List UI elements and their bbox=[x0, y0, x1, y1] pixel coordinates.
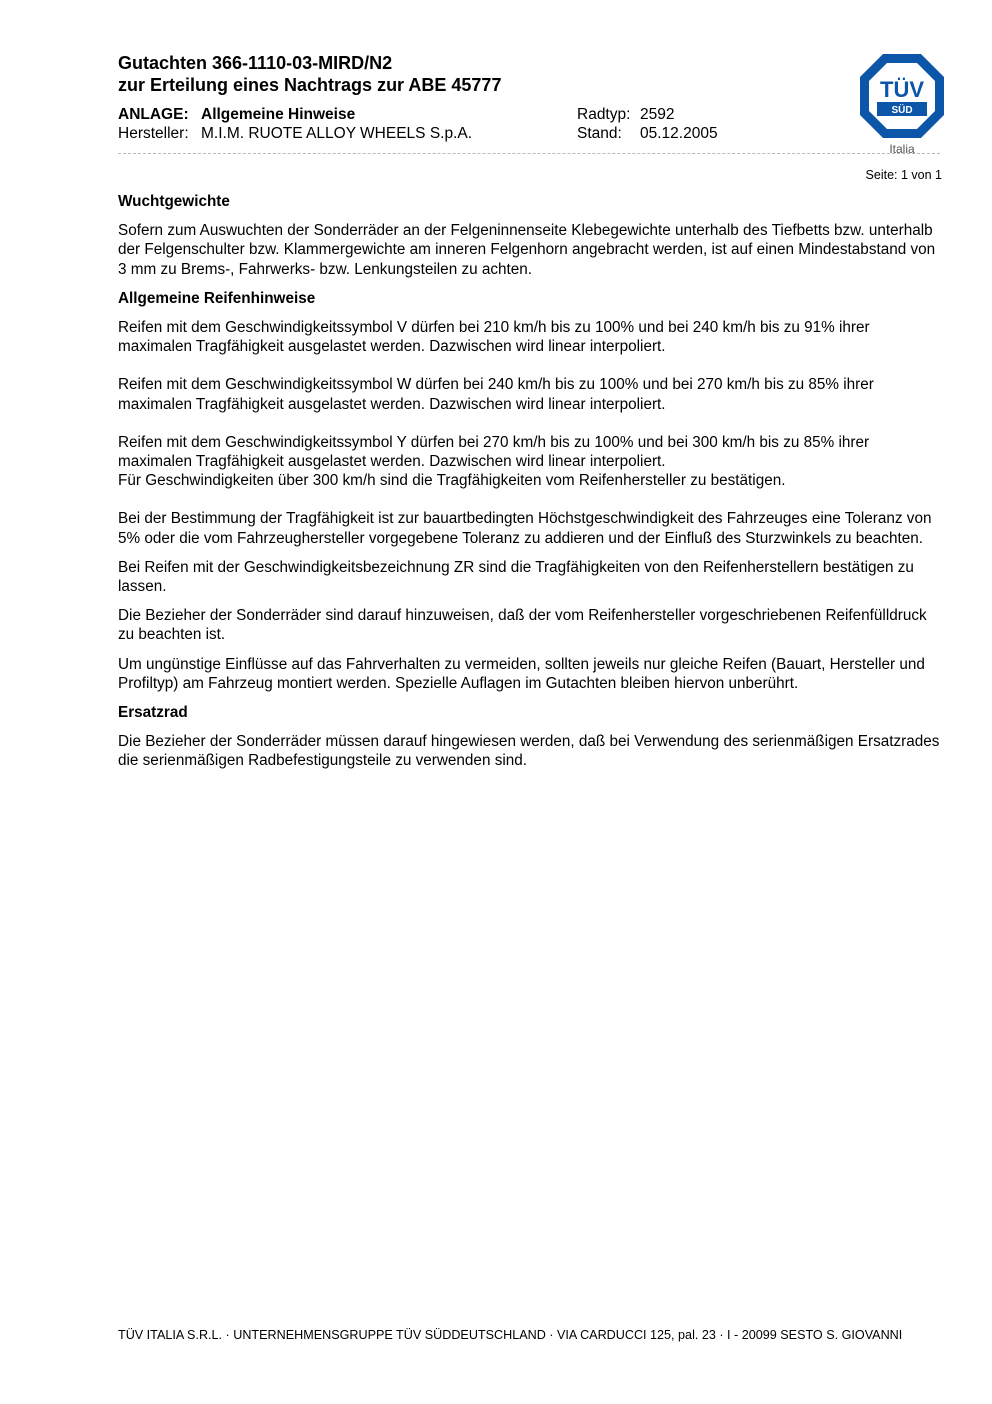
heading-reifenhinweise: Allgemeine Reifenhinweise bbox=[118, 289, 316, 307]
paragraph-tragfaehigkeit: Bei der Bestimmung der Tragfähigkeit ist zur bauartbedingten Höchstgeschwindigkeit des Fahrzeuges eine Toleranz von 5% oder die vom Fahrzeughersteller vorgegebene Toleranz zu addieren und der Einfluß des Sturzwinkels zu beachten. bbox=[118, 510, 932, 547]
stand-row bbox=[577, 124, 718, 143]
anlage-label: ANLAGE: bbox=[118, 106, 189, 123]
page-footer: TÜV ITALIA S.R.L. · UNTERNEHMENSGRUPPE TÜV SÜDDEUTSCHLAND · VIA CARDUCCI 125, pal. 23 · I - 20099 SESTO S. GIOVANNI bbox=[118, 1328, 903, 1342]
heading-wuchtgewichte: Wuchtgewichte bbox=[118, 193, 230, 210]
heading-ersatzrad: Ersatzrad bbox=[118, 704, 188, 722]
paragraph-reifen-v: Reifen mit dem Geschwindigkeitssymbol V dürfen bei 210 km/h bis zu 100% und bei 240 km/h bis zu 91% ihrer maximalen Tragfähigkeit ausgelastet werden. Dazwischen wird linear interpoliert. bbox=[118, 319, 870, 356]
stand-label: Stand: bbox=[577, 125, 622, 142]
logo-caption: Italia bbox=[889, 142, 915, 156]
radtyp-value: 2592 bbox=[640, 106, 675, 123]
tuv-sud-logo bbox=[858, 52, 946, 156]
logo-text-sud: SÜD bbox=[891, 105, 913, 116]
hersteller-label: Hersteller: bbox=[118, 125, 189, 142]
radtyp-label: Radtyp: bbox=[577, 106, 631, 123]
anlage-value: Allgemeine Hinweise bbox=[201, 106, 356, 123]
hersteller-row bbox=[118, 124, 473, 143]
paragraph-reifen-y: Reifen mit dem Geschwindigkeitssymbol Y dürfen bei 270 km/h bis zu 100% und bei 300 km/h bis zu 85% ihrer maximalen Tragfähigkeit ausgelastet werden. Dazwischen wird linear interpoliert. bbox=[118, 433, 870, 471]
paragraph-zr: Bei Reifen mit der Geschwindigkeitsbezeichnung ZR sind die Tragfähigkeiten von den Reifenherstellern bestätigen zu lassen. bbox=[118, 558, 914, 596]
paragraph-gleiche-reifen: Um ungünstige Einflüsse auf das Fahrverhalten zu vermeiden, sollten jeweils nur gleiche Reifen (Bauart, Hersteller und Profiltyp) am Fahrzeug montiert werden. Spezielle Auflagen im Gutachten bleiben hiervon unberührt. bbox=[118, 655, 925, 692]
hersteller-value: M.I.M. RUOTE ALLOY WHEELS S.p.A. bbox=[201, 125, 473, 142]
stand-value: 05.12.2005 bbox=[640, 125, 718, 142]
paragraph-ersatzrad: Die Bezieher der Sonderräder müssen darauf hingewiesen werden, daß bei Verwendung des serienmäßigen Ersatzrades die serienmäßigen Radbefestigungsteile zu verwenden sind. bbox=[118, 733, 940, 770]
logo-text-tuv: TÜV bbox=[880, 77, 924, 102]
document-title bbox=[118, 52, 501, 96]
anlage-row bbox=[118, 105, 356, 124]
paragraph-fuelldruck: Die Bezieher der Sonderräder sind darauf hinzuweisen, daß der vom Reifenhersteller vorgeschriebenen Reifenfülldruck zu beachten ist. bbox=[118, 607, 927, 644]
paragraph-reifen-w: Reifen mit dem Geschwindigkeitssymbol W dürfen bei 240 km/h bis zu 100% und bei 270 km/h bis zu 85% ihrer maximalen Tragfähigkeit ausgelastet werden. Dazwischen wird linear interpoliert. bbox=[118, 376, 874, 413]
title-line-1: Gutachten 366-1110-03-MIRD/N2 bbox=[118, 53, 393, 73]
title-line-2: zur Erteilung eines Nachtrags zur ABE 45777 bbox=[118, 75, 502, 95]
radtyp-row bbox=[577, 105, 675, 124]
paragraph-reifen-300: Für Geschwindigkeiten über 300 km/h sind die Tragfähigkeiten vom Reifenhersteller zu bestätigen. bbox=[118, 472, 786, 490]
document-body bbox=[118, 192, 944, 781]
header-divider bbox=[118, 153, 940, 154]
page-number: Seite: 1 von 1 bbox=[865, 168, 942, 182]
paragraph-wuchtgewichte: Sofern zum Auswuchten der Sonderräder an der Felgeninnenseite Klebegewichte unterhalb des Tiefbetts bzw. unterhalb der Felgenschulter bzw. Klammergewichte am inneren Felgenhorn angebracht werden, ist auf einen Mindestabstand von 3 mm zu Brems-, Fahrwerks- bzw. Lenkungsteilen zu achten. bbox=[118, 222, 936, 278]
